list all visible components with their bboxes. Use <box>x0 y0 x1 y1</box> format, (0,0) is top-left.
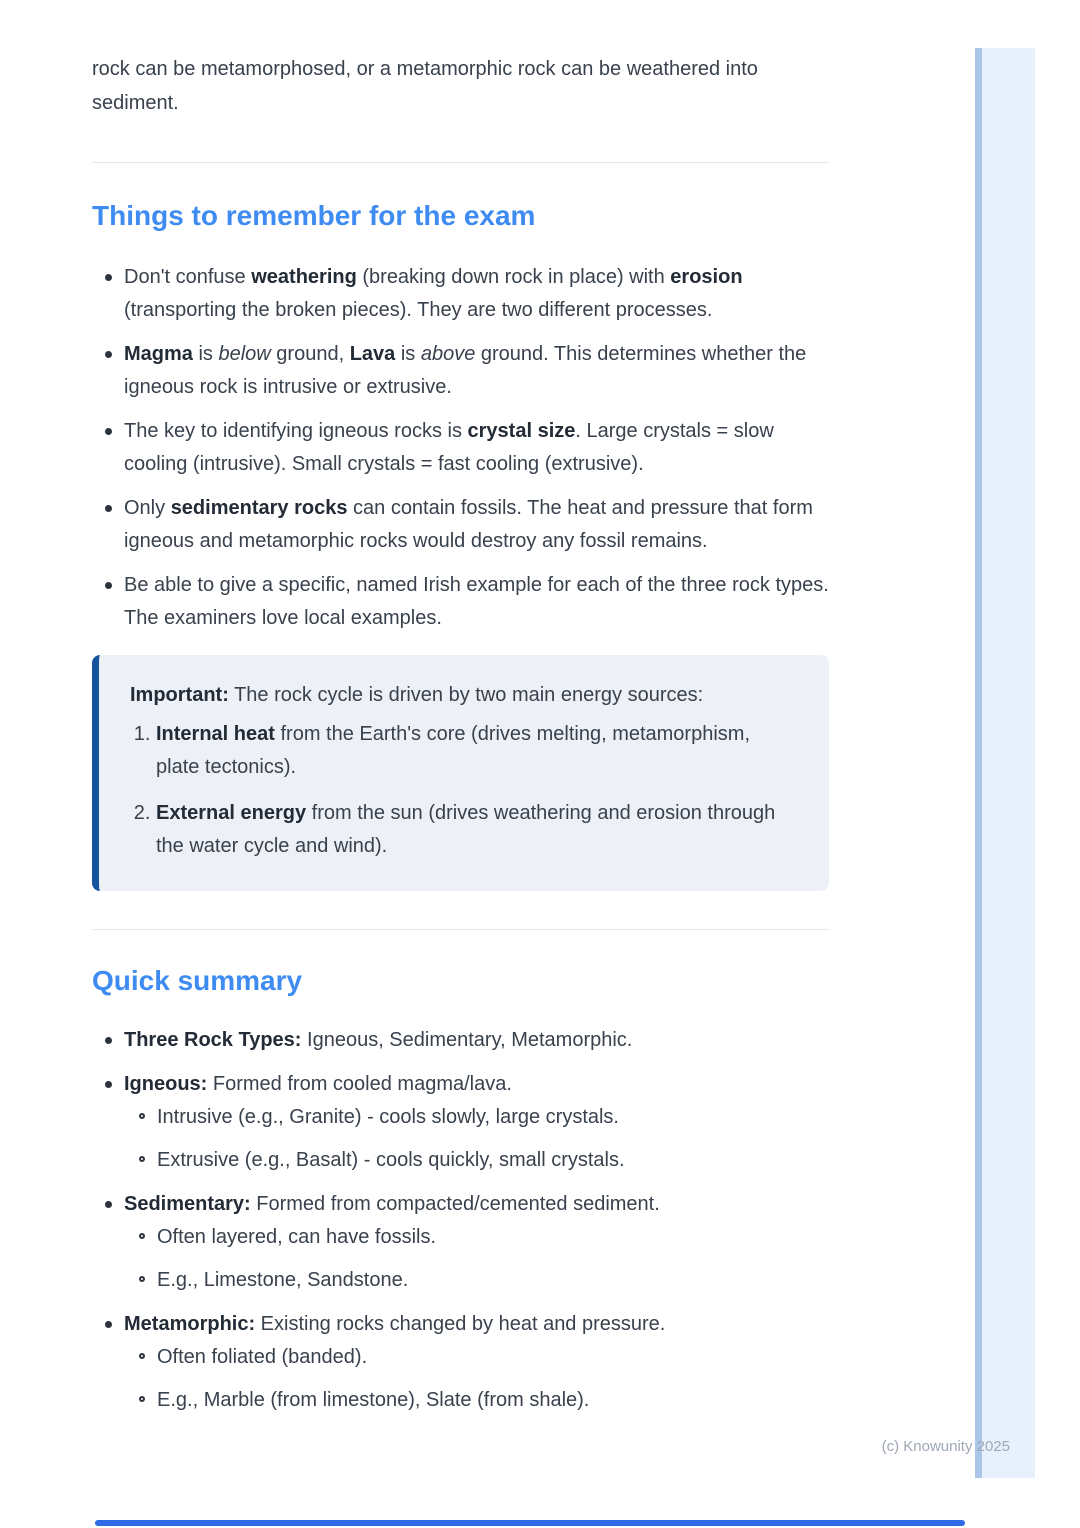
exam-section-title: Things to remember for the exam <box>92 200 536 231</box>
italic-text: below <box>218 343 271 365</box>
exam-tips-list <box>92 261 829 635</box>
bold-text: Sedimentary: <box>124 1193 251 1215</box>
text-segment: Formed from cooled magma/lava. <box>207 1073 512 1095</box>
section-divider <box>92 162 829 163</box>
exam-bullet-item <box>92 415 829 481</box>
text-segment: ground. This determines whether the igneous rock is intrusive or extrusive. <box>124 343 807 398</box>
summary-sub-item <box>124 1221 829 1254</box>
bold-text: Magma <box>124 343 193 365</box>
bold-text: weathering <box>251 266 357 288</box>
vertical-scrollbar[interactable] <box>975 48 1035 1478</box>
exam-bullet-item <box>92 492 829 558</box>
summary-sub-item <box>124 1384 829 1417</box>
summary-sub-item <box>124 1264 829 1297</box>
summary-sub-item <box>124 1144 829 1177</box>
summary-bullet-item <box>92 1024 829 1057</box>
callout-lead <box>130 679 789 712</box>
exam-bullet-item <box>92 338 829 404</box>
exam-bullet-item <box>92 261 829 327</box>
section-divider <box>92 929 829 930</box>
text-segment: is <box>395 343 421 365</box>
document-page <box>92 0 829 1428</box>
text-segment: Only <box>124 497 171 519</box>
text-segment: (transporting the broken pieces). They are two different processes. <box>124 299 713 321</box>
summary-sub-item <box>124 1341 829 1374</box>
bold-text: Igneous: <box>124 1073 208 1095</box>
bold-text: Three Rock Types: <box>124 1029 302 1051</box>
callout-numbered-item <box>156 797 789 863</box>
summary-bullet-item <box>92 1308 829 1417</box>
text-segment: Formed from compacted/cemented sediment. <box>250 1193 660 1215</box>
horizontal-scrollbar[interactable] <box>95 1520 965 1526</box>
text-segment: The key to identifying igneous rocks is <box>124 420 468 442</box>
bold-text: sedimentary rocks <box>170 497 348 519</box>
text-segment: Don't confuse <box>124 266 252 288</box>
text-segment: E.g., Marble (from limestone), Slate (from shale). <box>157 1389 590 1411</box>
bold-text: Metamorphic: <box>124 1313 256 1335</box>
summary-bullet-item <box>92 1068 829 1177</box>
exam-bullet-item <box>92 569 829 635</box>
text-segment: can contain fossils. The heat and pressure that form igneous and metamorphic rocks would destroy any fossil remains. <box>124 497 813 552</box>
summary-bullet-item <box>92 1188 829 1297</box>
bold-text: Internal heat <box>156 723 275 745</box>
text-segment: ground, <box>270 343 350 365</box>
important-callout <box>92 655 829 891</box>
copyright-watermark: (c) Knowunity 2025 <box>881 1438 1010 1455</box>
text-segment: (breaking down rock in place) with <box>356 266 671 288</box>
text-segment: from the sun (drives weathering and erosion through the water cycle and wind). <box>156 802 776 857</box>
text-segment: Extrusive (e.g., Basalt) - cools quickly, small crystals. <box>157 1149 625 1171</box>
intro-paragraph: rock can be metamorphosed, or a metamorphic rock can be weathered into sediment. <box>92 58 758 114</box>
text-segment: E.g., Limestone, Sandstone. <box>157 1269 409 1291</box>
italic-text: above <box>420 343 476 365</box>
summary-sub-list <box>124 1341 829 1417</box>
bold-text: External energy <box>156 802 307 824</box>
callout-numbered-list <box>130 718 789 863</box>
summary-sub-list <box>124 1221 829 1297</box>
bold-text: Lava <box>349 343 396 365</box>
summary-sub-item <box>124 1101 829 1134</box>
text-segment: Igneous, Sedimentary, Metamorphic. <box>301 1029 633 1051</box>
text-segment: . Large crystals = slow cooling (intrusive). Small crystals = fast cooling (extrusive). <box>124 420 774 475</box>
text-segment: The rock cycle is driven by two main energy sources: <box>228 684 704 706</box>
text-segment: from the Earth's core (drives melting, metamorphism, plate tectonics). <box>156 723 750 778</box>
text-segment: is <box>192 343 219 365</box>
text-segment: Existing rocks changed by heat and pressure. <box>255 1313 666 1335</box>
callout-numbered-item <box>156 718 789 784</box>
summary-sub-list <box>124 1101 829 1177</box>
text-segment: Be able to give a specific, named Irish example for each of the three rock types. The examiners love local examples. <box>124 574 829 629</box>
text-segment: Intrusive (e.g., Granite) - cools slowly, large crystals. <box>157 1106 619 1128</box>
text-segment: Often foliated (banded). <box>157 1346 368 1368</box>
bold-text: Important: <box>130 684 229 706</box>
bold-text: crystal size <box>467 420 576 442</box>
quick-summary-list <box>92 1024 829 1417</box>
text-segment: Often layered, can have fossils. <box>157 1226 437 1248</box>
summary-section-title: Quick summary <box>92 965 303 996</box>
bold-text: erosion <box>670 266 743 288</box>
